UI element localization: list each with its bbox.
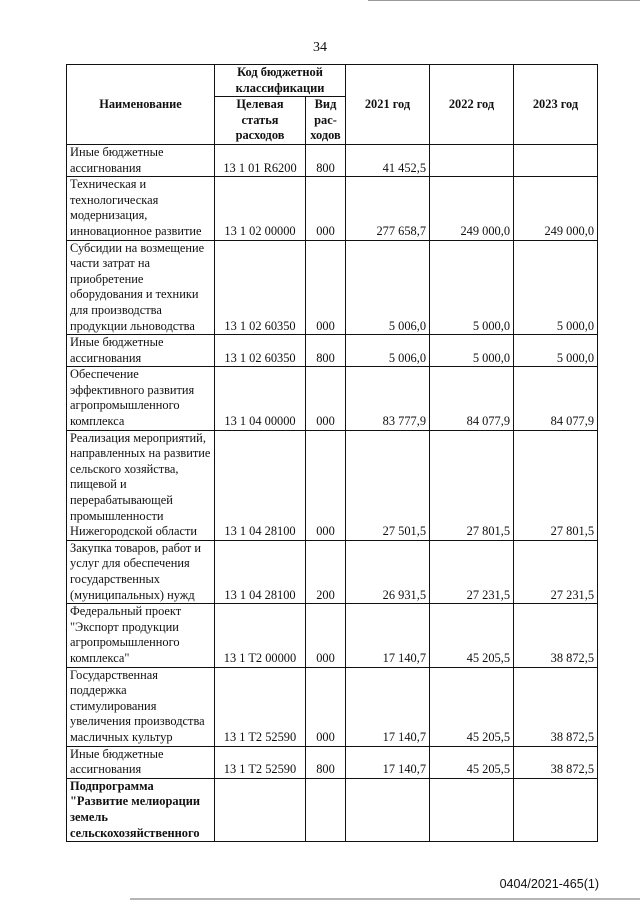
table-row <box>67 144 598 176</box>
row-2022-cell: 27 231,5 <box>430 540 514 603</box>
row-target-article-cell: 13 1 T2 52590 <box>215 746 306 778</box>
row-2021-cell: 5 006,0 <box>346 335 430 367</box>
row-expense-type-cell: 000 <box>306 240 346 335</box>
row-target-article-cell: 13 1 04 28100 <box>215 430 306 540</box>
row-name-cell: Государственная поддержка стимулирования увеличения производства масличных культур <box>67 667 215 746</box>
top-edge-rule <box>368 0 640 1</box>
row-target-article-cell: 13 1 02 60350 <box>215 335 306 367</box>
row-2021-cell: 83 777,9 <box>346 367 430 430</box>
table-row <box>67 430 598 540</box>
row-2023-cell: 84 077,9 <box>514 367 598 430</box>
row-expense-type-cell: 800 <box>306 144 346 176</box>
row-target-article-cell: 13 1 04 00000 <box>215 367 306 430</box>
row-2022-cell: 249 000,0 <box>430 177 514 240</box>
row-2023-cell: 5 000,0 <box>514 335 598 367</box>
header-2022: 2022 год <box>430 65 514 145</box>
header-2021: 2021 год <box>346 65 430 145</box>
row-target-article-cell: 13 1 01 R6200 <box>215 144 306 176</box>
document-code: 0404/2021-465(1) <box>499 877 599 891</box>
row-2021-cell <box>346 778 430 841</box>
row-name-cell: Подпрограмма "Развитие мелиорации земель сельскохозяйственного <box>67 778 215 841</box>
row-2021-cell: 41 452,5 <box>346 144 430 176</box>
table-row <box>67 667 598 746</box>
row-2022-cell <box>430 778 514 841</box>
header-2023: 2023 год <box>514 65 598 145</box>
row-expense-type-cell: 000 <box>306 367 346 430</box>
row-expense-type-cell: 800 <box>306 335 346 367</box>
row-2022-cell: 45 205,5 <box>430 604 514 667</box>
row-2022-cell <box>430 144 514 176</box>
row-2021-cell: 17 140,7 <box>346 667 430 746</box>
row-2023-cell: 38 872,5 <box>514 667 598 746</box>
row-name-cell: Реализация мероприятий, направленных на развитие сельского хозяйства, пищевой и перерабатывающей промышленности Нижегородской области <box>67 430 215 540</box>
row-expense-type-cell: 200 <box>306 540 346 603</box>
row-target-article-cell <box>215 778 306 841</box>
table-row <box>67 367 598 430</box>
row-expense-type-cell: 000 <box>306 667 346 746</box>
row-expense-type-cell: 000 <box>306 430 346 540</box>
row-target-article-cell: 13 1 T2 52590 <box>215 667 306 746</box>
row-expense-type-cell: 000 <box>306 604 346 667</box>
table-row <box>67 177 598 240</box>
table-row <box>67 540 598 603</box>
header-budget-code-group: Код бюджетной классификации <box>215 65 346 97</box>
row-name-cell: Субсидии на возмещение части затрат на приобретение оборудования и техники для производства продукции льноводства <box>67 240 215 335</box>
row-2022-cell: 5 000,0 <box>430 240 514 335</box>
row-2022-cell: 84 077,9 <box>430 367 514 430</box>
table-row <box>67 240 598 335</box>
row-2021-cell: 277 658,7 <box>346 177 430 240</box>
row-2021-cell: 5 006,0 <box>346 240 430 335</box>
row-expense-type-cell: 800 <box>306 746 346 778</box>
row-2021-cell: 17 140,7 <box>346 746 430 778</box>
row-2023-cell: 27 231,5 <box>514 540 598 603</box>
header-target-article: Целевая статья расходов <box>215 97 306 145</box>
row-2023-cell: 249 000,0 <box>514 177 598 240</box>
table-row <box>67 778 598 841</box>
row-2021-cell: 17 140,7 <box>346 604 430 667</box>
row-name-cell: Иные бюджетные ассигнования <box>67 746 215 778</box>
row-2023-cell: 5 000,0 <box>514 240 598 335</box>
table-header <box>67 65 598 145</box>
row-name-cell: Техническая и технологическая модернизация, инновационное развитие <box>67 177 215 240</box>
row-2021-cell: 26 931,5 <box>346 540 430 603</box>
table-row <box>67 604 598 667</box>
row-2023-cell <box>514 778 598 841</box>
table-row <box>67 746 598 778</box>
row-2021-cell: 27 501,5 <box>346 430 430 540</box>
row-target-article-cell: 13 1 04 28100 <box>215 540 306 603</box>
table-body <box>67 144 598 841</box>
budget-table <box>66 64 598 842</box>
row-expense-type-cell <box>306 778 346 841</box>
row-2022-cell: 45 205,5 <box>430 667 514 746</box>
row-2022-cell: 27 801,5 <box>430 430 514 540</box>
row-name-cell: Закупка товаров, работ и услуг для обеспечения государственных (муниципальных) нужд <box>67 540 215 603</box>
header-name: Наименование <box>67 65 215 145</box>
row-2023-cell <box>514 144 598 176</box>
bottom-edge-rule <box>130 898 640 900</box>
row-2023-cell: 27 801,5 <box>514 430 598 540</box>
row-2022-cell: 45 205,5 <box>430 746 514 778</box>
row-name-cell: Иные бюджетные ассигнования <box>67 335 215 367</box>
row-2022-cell: 5 000,0 <box>430 335 514 367</box>
header-expense-type: Вид рас-ходов <box>306 97 346 145</box>
row-target-article-cell: 13 1 02 00000 <box>215 177 306 240</box>
row-target-article-cell: 13 1 T2 00000 <box>215 604 306 667</box>
row-name-cell: Обеспечение эффективного развития агропромышленного комплекса <box>67 367 215 430</box>
row-name-cell: Федеральный проект "Экспорт продукции агропромышленного комплекса" <box>67 604 215 667</box>
table-row <box>67 335 598 367</box>
row-name-cell: Иные бюджетные ассигнования <box>67 144 215 176</box>
row-2023-cell: 38 872,5 <box>514 746 598 778</box>
page-number: 34 <box>313 40 327 55</box>
row-target-article-cell: 13 1 02 60350 <box>215 240 306 335</box>
row-expense-type-cell: 000 <box>306 177 346 240</box>
row-2023-cell: 38 872,5 <box>514 604 598 667</box>
